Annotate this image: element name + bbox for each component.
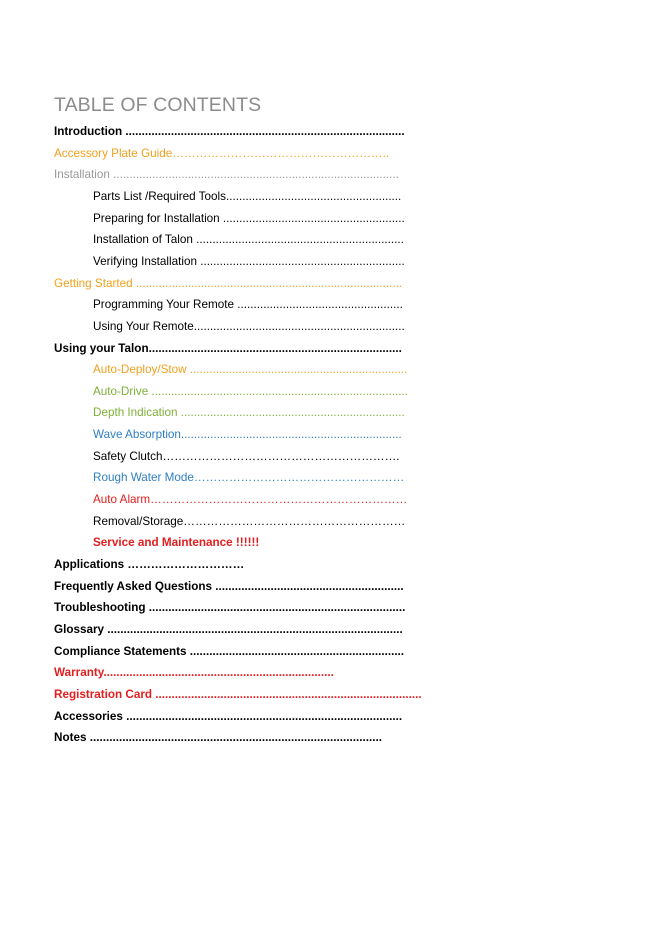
- toc-entry: Accessory Plate Guide………………………………………………..: [54, 146, 390, 160]
- toc-entry: Getting Started ..................................................................................: [54, 276, 403, 290]
- toc-entry: Frequently Asked Questions ..........................................................: [54, 579, 404, 593]
- toc-entry: Parts List /Required Tools......................................................: [93, 189, 402, 203]
- toc-entry: Rough Water Mode………………………………………………: [93, 471, 405, 485]
- toc-entry: Auto Alarm…………………………………………………………: [93, 493, 408, 507]
- toc-entry: Using your Talon..............................................................................: [54, 341, 402, 355]
- toc-entry: Verifying Installation ...............................................................: [93, 254, 405, 268]
- toc-entry: Troubleshooting ...............................................................................: [54, 601, 406, 615]
- toc-entry: Registration Card ..................................................................................: [54, 687, 422, 701]
- toc-entry: Using Your Remote.................................................................: [93, 319, 405, 333]
- toc-entry: Service and Maintenance !!!!!!: [93, 536, 260, 550]
- toc-entry: Applications …………………………: [54, 558, 245, 571]
- toc-entry: Preparing for Installation ........................................................: [93, 211, 405, 225]
- page-title: TABLE OF CONTENTS: [54, 94, 262, 116]
- toc-entry: Programming Your Remote ...................................................: [93, 298, 403, 312]
- toc-entry: Depth Indication .....................................................................: [93, 406, 405, 420]
- toc-entry: Installation ........................................................................................: [54, 168, 399, 182]
- toc-entry: Glossary ...........................................................................................: [54, 622, 403, 636]
- toc-entry: Auto-Deploy/Stow ...................................................................: [93, 363, 408, 377]
- toc-entry: Warranty.......................................................................: [54, 666, 334, 680]
- toc-entry: Auto-Drive ...............................................................................: [93, 384, 408, 398]
- toc-entry: Wave Absorption....................................................................: [93, 428, 402, 442]
- toc-entry: Notes ..........................................................................................: [54, 731, 382, 745]
- toc-entry: Compliance Statements ..................................................................: [54, 644, 405, 658]
- toc-entry: Installation of Talon ................................................................: [93, 233, 404, 247]
- toc-entry: Safety Clutch…………………………………………………….: [93, 449, 400, 463]
- toc-entry: Accessories .....................................................................................: [54, 709, 403, 723]
- toc-entry: Removal/Storage…………………………………………………: [93, 514, 406, 528]
- toc-entry: Introduction ......................................................................................: [54, 125, 405, 138]
